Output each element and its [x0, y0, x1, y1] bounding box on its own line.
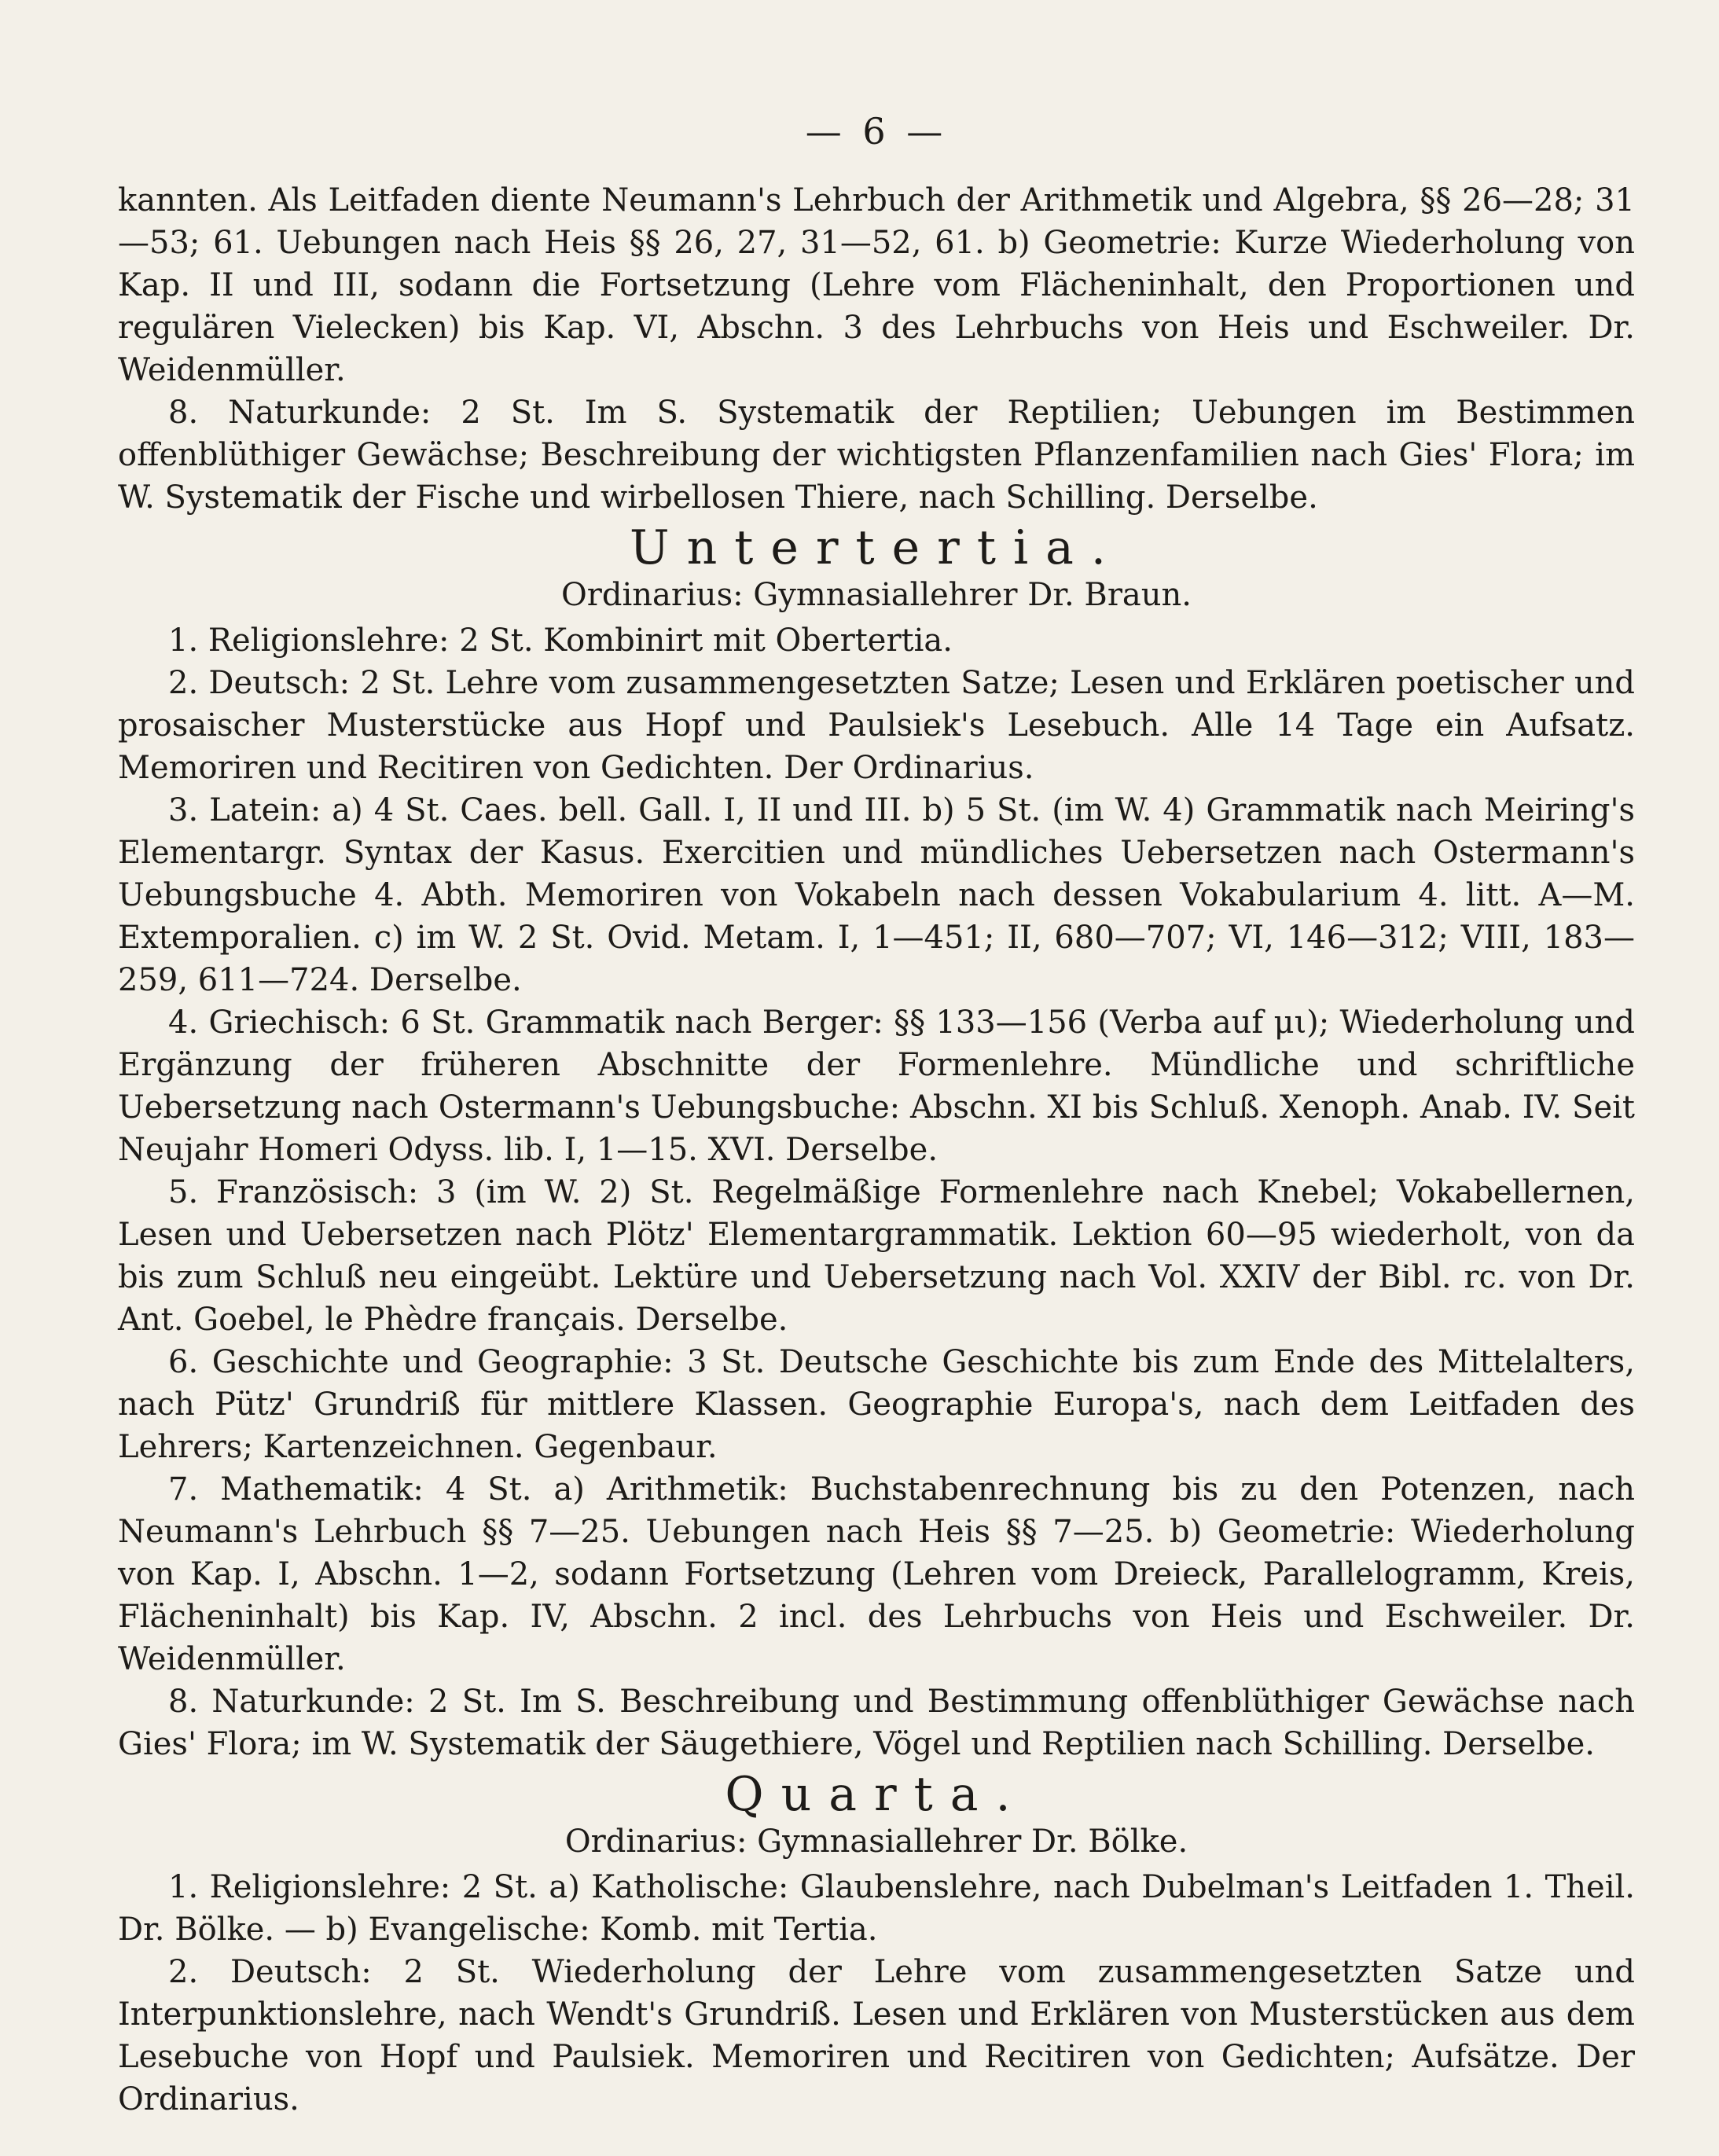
page-number: — 6 — [805, 110, 948, 152]
ordinarius-line-quarta: Ordinarius: Gymnasiallehrer Dr. Bölke. [564, 1824, 1188, 1860]
continued-paragraph: kannten. Als Leitfaden diente Neumann's Lehrbuch der Arithmetik und Algebra, §§ 26—28; 31—53; 61. Uebungen nach Heis §§ 26, 27, 31—52, 61. b) Geometrie: Kurze Wiederholung von Kap. II und III, sodann die Fortsetzung (Lehre vom Flächeninhalt, den Proportionen und regulären Vielecken) bis Kap. VI, Abschn. 3 des Lehrbuchs von Heis und Eschweiler. Dr. Weidenmüller. [118, 182, 1635, 388]
list-item-naturkunde-obertertia: 8. Naturkunde: 2 St. Im S. Systematik der Reptilien; Uebungen im Bestimmen offenblüthiger Gewächse; Beschreibung der wichtigsten Pflanzenfamilien nach Gies' Flora; im W. Systematik der Fische und wirbellosen Thiere, nach Schilling. Derselbe. [118, 395, 1635, 516]
list-item-deutsch: 2. Deutsch: 2 St. Lehre vom zusammengesetzten Satze; Lesen und Erklären poetischer und prosaischer Musterstücke aus Hopf und Paulsiek's Lesebuch. Alle 14 Tage ein Aufsatz. Memoriren und Recitiren von Gedichten. Der Ordinarius. [118, 665, 1635, 786]
list-item-deutsch-quarta: 2. Deutsch: 2 St. Wiederholung der Lehre vom zusammengesetzten Satze und Interpunktionslehre, nach Wendt's Grundriß. Lesen und Erklären von Musterstücken aus dem Lesebuche von Hopf und Paulsiek. Memoriren und Recitiren von Gedichten; Aufsätze. Der Ordinarius. [118, 1954, 1635, 2117]
section-heading-untertertia: Untertertia. [630, 520, 1123, 575]
document-page [118, 110, 1635, 2117]
list-item-religionslehre: 1. Religionslehre: 2 St. Kombinirt mit Obertertia. [168, 623, 953, 659]
list-item-naturkunde: 8. Naturkunde: 2 St. Im S. Beschreibung und Bestimmung offenblüthiger Gewächse nach Gies' Flora; im W. Systematik der Säugethiere, Vögel und Reptilien nach Schilling. Derselbe. [118, 1684, 1635, 1762]
list-item-mathematik: 7. Mathematik: 4 St. a) Arithmetik: Buchstabenrechnung bis zu den Potenzen, nach Neumann's Lehrbuch §§ 7—25. Uebungen nach Heis §§ 7—25. b) Geometrie: Wiederholung von Kap. I, Abschn. 1—2, sodann Fortsetzung (Lehren vom Dreieck, Parallelogramm, Kreis, Flächeninhalt) bis Kap. IV, Abschn. 2 incl. des Lehrbuchs von Heis und Eschweiler. Dr. Weidenmüller. [118, 1471, 1635, 1677]
ordinarius-line-untertertia: Ordinarius: Gymnasiallehrer Dr. Braun. [560, 577, 1192, 613]
list-item-latein: 3. Latein: a) 4 St. Caes. bell. Gall. I, II und III. b) 5 St. (im W. 4) Grammatik nach Meiring's Elementargr. Syntax der Kasus. Exercitien und mündliches Uebersetzen nach Ostermann's Uebungsbuche 4. Abth. Memoriren von Vokabeln nach dessen Vokabularium 4. litt. A—M. Extemporalien. c) im W. 2 St. Ovid. Metam. I, 1—451; II, 680—707; VI, 146—312; VIII, 183—259, 611—724. Derselbe. [118, 792, 1635, 998]
list-item-religionslehre-quarta: 1. Religionslehre: 2 St. a) Katholische: Glaubenslehre, nach Dubelman's Leitfaden 1. Theil. Dr. Bölke. — b) Evangelische: Komb. mit Tertia. [118, 1869, 1635, 1948]
section-heading-quarta: Quarta. [725, 1767, 1028, 1822]
list-item-geschichte-geographie: 6. Geschichte und Geographie: 3 St. Deutsche Geschichte bis zum Ende des Mittelalters, nach Pütz' Grundriß für mittlere Klassen. Geographie Europa's, nach dem Leitfaden des Lehrers; Kartenzeichnen. Gegenbaur. [118, 1344, 1635, 1465]
list-item-griechisch: 4. Griechisch: 6 St. Grammatik nach Berger: §§ 133—156 (Verba auf μι); Wiederholung und Ergänzung der früheren Abschnitte der Formenlehre. Mündliche und schriftliche Uebersetzung nach Ostermann's Uebungsbuche: Abschn. XI bis Schluß. Xenoph. Anab. IV. Seit Neujahr Homeri Odyss. lib. I, 1—15. XVI. Derselbe. [118, 1005, 1635, 1168]
list-item-franzoesisch: 5. Französisch: 3 (im W. 2) St. Regelmäßige Formenlehre nach Knebel; Vokabellernen, Lesen und Uebersetzen nach Plötz' Elementargrammatik. Lektion 60—95 wiederholt, von da bis zum Schluß neu eingeübt. Lektüre und Uebersetzung nach Vol. XXIV der Bibl. rc. von Dr. Ant. Goebel, le Phèdre français. Derselbe. [118, 1174, 1635, 1338]
